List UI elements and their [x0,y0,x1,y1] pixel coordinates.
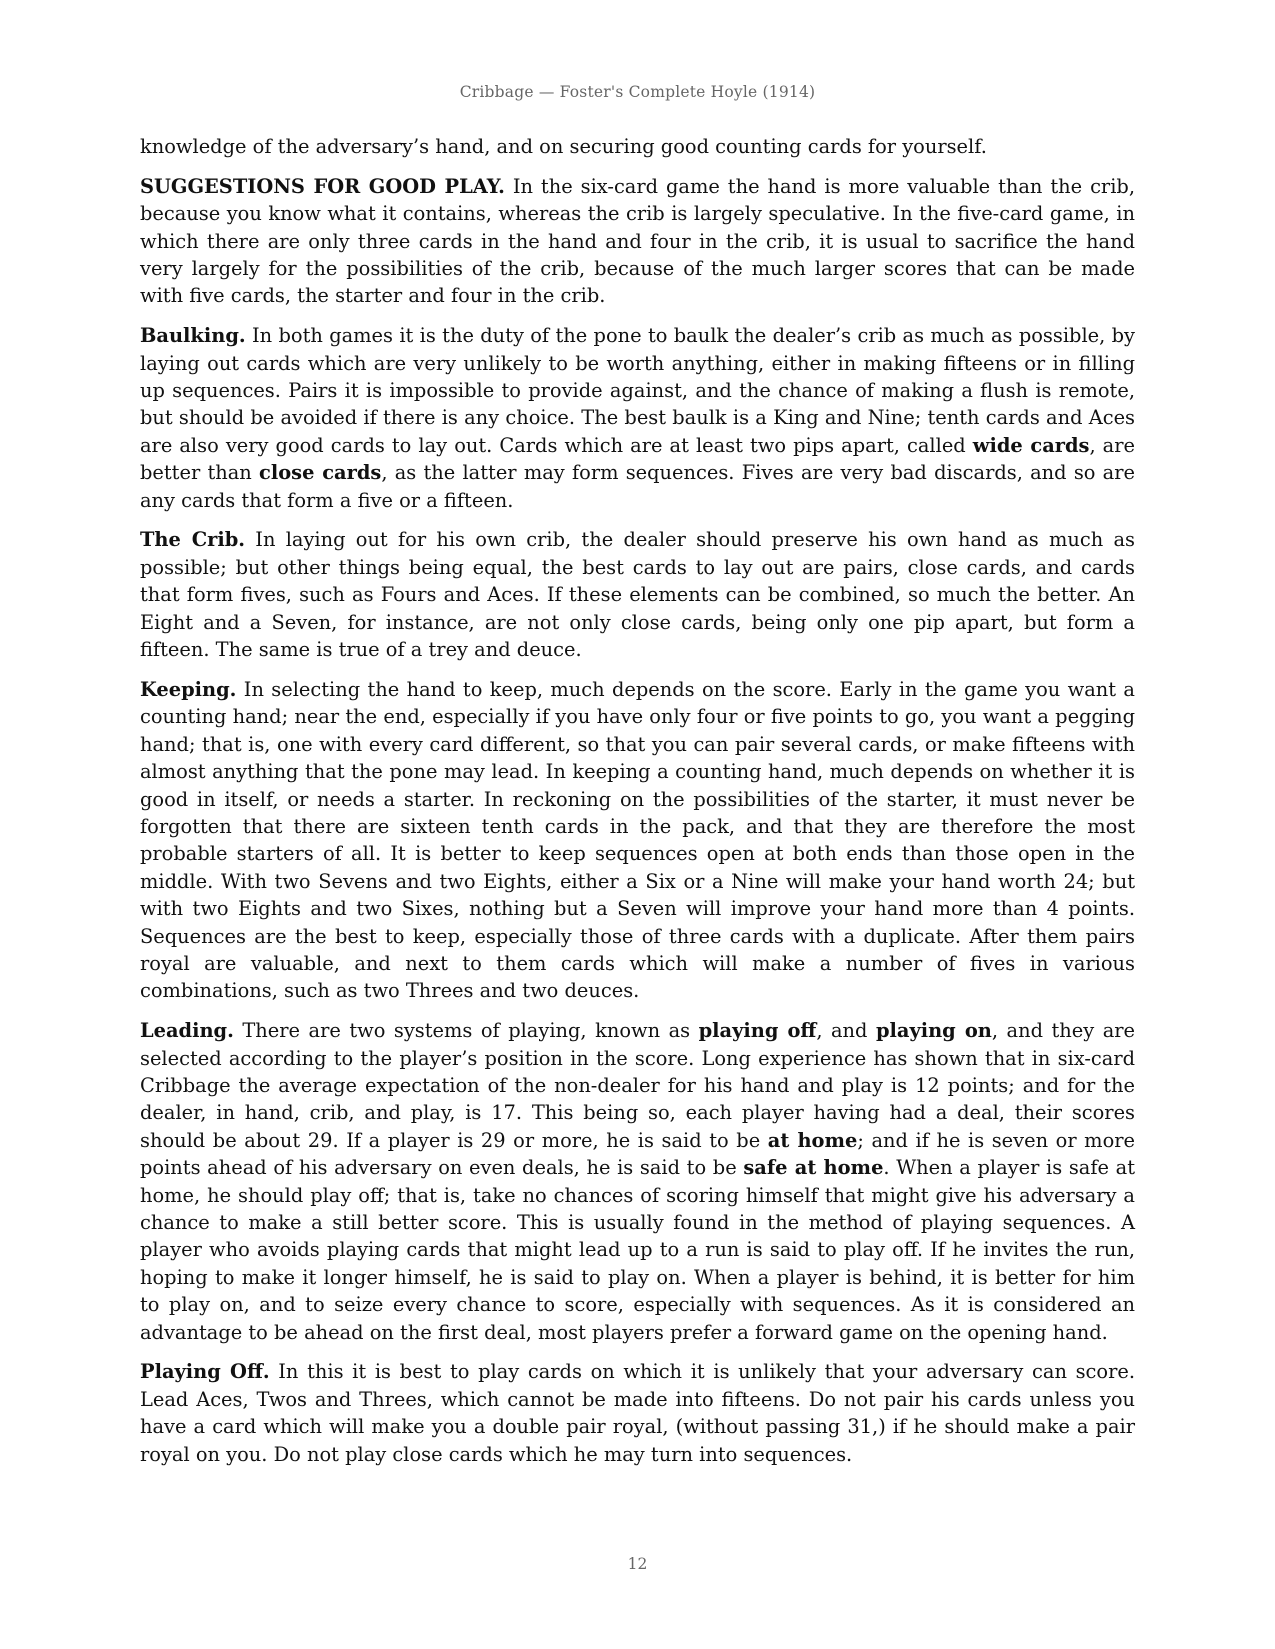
bold-term: wide cards [972,433,1090,457]
paragraph-text: knowledge of the adversary’s hand, and on securing good counting cards for yourself. [140,135,987,158]
paragraph [140,322,1135,514]
paragraph-text: There are two systems of playing, known as [233,1019,699,1043]
paragraph [140,1017,1135,1346]
bold-term: SUGGESTIONS FOR GOOD PLAY. [140,174,505,198]
bold-term: playing on [875,1019,992,1043]
bold-term: The Crib. [140,528,246,552]
bold-term: Baulking. [140,324,246,348]
paragraph-text: , are better than [140,433,1135,485]
paragraph-text: , as the latter may form sequences. Fives are very bad discards, and so are any cards that form a five or a fifteen. [140,461,1135,512]
bold-term: Leading. [140,1019,234,1043]
bold-term: Keeping. [140,677,237,701]
page-number: 12 [627,1555,648,1573]
paragraph [140,133,1135,160]
paragraph [140,1358,1135,1468]
paragraph [140,173,1135,310]
bold-term: Playing Off. [140,1360,270,1384]
bold-term: at home [767,1128,858,1152]
paragraph-text: In the six-card game the hand is more valuable than the crib, because you know what it contains, whereas the crib is largely speculative. In the five-card game, in which there are only three cards in the hand and four in the crib, it is usual to sacrifice the hand very largely for the possibilities of the crib, because of the much larger scores that can be made with five cards, the starter and four in the crib. [140,174,1135,308]
paragraph-text: In selecting the hand to keep, much depends on the score. Early in the game you want a counting hand; near the end, especially if you have only four or five points to go, you want a pegging hand; that is, one with every card different, so that you can pair several cards, or make fifteens with almost anything that the pone may lead. In keeping a counting hand, much depends on whether it is good in itself, or needs a starter. In reckoning on the possibilities of the starter, it must never be forgotten that there are sixteen tenth cards in the pack, and that they are therefore the most probable starters of all. It is better to keep sequences open at both ends than those open in the middle. With two Sevens and two Eights, either a Six or a Nine will make your hand worth 24; but with two Eights and two Sixes, nothing but a Seven will improve your hand more than 4 points. Sequences are the best to keep, especially those of three cards with a duplicate. After them pairs royal are valuable, and next to them cards which will make a number of fives in various combinations, such as two Threes and two deuces. [140,677,1135,1003]
bold-term: safe at home [743,1156,884,1180]
paragraph-text: In laying out for his own crib, the dealer should preserve his own hand as much as possible; but other things being equal, the best cards to lay out are pairs, close cards, and cards that form fives, such as Fours and Aces. If these elements can be combined, so much the better. An Eight and a Seven, for instance, are not only close cards, being only one pip apart, but form a fifteen. The same is true of a trey and deuce. [140,528,1135,662]
paragraph-text: In both games it is the duty of the pone to baulk the dealer’s crib as much as possible, by laying out cards which are very unlikely to be worth anything, either in making fifteens or in filling up sequences. Pairs it is impossible to provide against, and the chance of making a flush is remote, but should be avoided if there is any choice. The best baulk is a King and Nine; tenth cards and Aces are also very good cards to lay out. Cards which are at least two pips apart, called [140,324,1135,457]
paragraph-text: , and [816,1019,876,1043]
paragraph-text: . When a player is safe at home, he should play off; that is, take no chances of scoring himself that might give his adversary a chance to make a still better score. This is usually found in the method of playing sequences. A player who avoids playing cards that might lead up to a run is said to play off. If he invites the run, hoping to make it longer himself, he is said to play on. When a player is behind, it is better for him to play on, and to seize every chance to score, especially with sequences. As it is considered an advantage to be ahead on the first deal, most players prefer a forward game on the opening hand. [140,1156,1136,1344]
bold-term: playing off [698,1019,817,1043]
paragraph-text: ; and if he is seven or more points ahead of his adversary on even deals, he is said to be [140,1128,1135,1180]
paragraph-text: In this it is best to play cards on which it is unlikely that your adversary can score. Lead Aces, Twos and Threes, which cannot be made into fifteens. Do not pair his cards unless you have a card which will make you a double pair royal, (without passing 31,) if he should make a pair royal on you. Do not play close cards which he may turn into sequences. [140,1360,1135,1466]
bold-term: close cards [259,461,382,485]
body-text [140,133,1135,1480]
paragraph [140,526,1135,663]
paragraph [140,676,1135,1005]
running-header: Cribbage — Foster's Complete Hoyle (1914) [459,83,816,101]
paragraph-text: , and they are selected according to the player’s position in the score. Long experience has shown that in six-card Cribbage the average expectation of the non-dealer for his hand and play is 12 points; and for the dealer, in hand, crib, and play, is 17. This being so, each player having had a deal, their scores should be about 29. If a player is 29 or more, he is said to be [140,1019,1135,1152]
